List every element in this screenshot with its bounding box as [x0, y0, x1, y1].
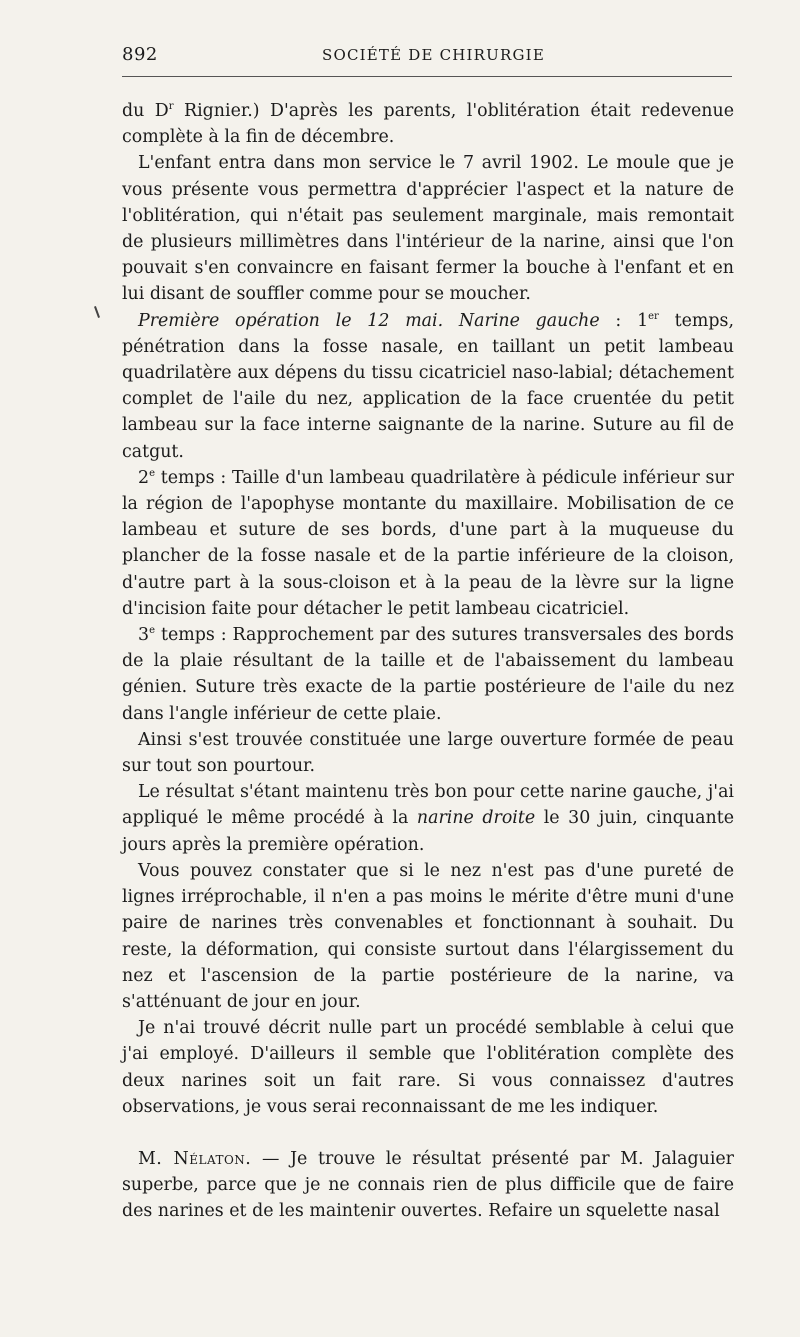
step-1-label: 1er — [637, 310, 659, 331]
paragraph-admission: L'enfant entra dans mon service le 7 avril 1902. Le moule que je vous présente vous permettra d'apprécier l'aspect et la nature de l'oblitération, qui n'était pas seulement marginale, mais remontait de plusieurs millimètres dans l'intérieur de la narine, ainsi que l'on pouvait s'en convaincre en faisant fermer la bouche à l'enfant et en lui disant de souffler comme pour se moucher. — [122, 153, 734, 305]
paragraph-discussion — [122, 1146, 734, 1225]
paragraph-step-3 — [122, 622, 734, 727]
page-header — [122, 44, 732, 68]
step-3-label-suffix: e — [149, 625, 155, 637]
paragraph-step-2 — [122, 465, 734, 622]
right-nostril-italic: narine droite — [416, 808, 536, 829]
page-number: 892 — [122, 44, 158, 65]
first-operation-heading: Première opération le 12 mai. Narine gauche — [138, 310, 600, 331]
step-2-label: 2e — [138, 467, 155, 488]
body-text — [122, 98, 734, 1225]
paragraph-opening: Ainsi s'est trouvée constituée une large ouverture formée de peau sur tout son pourtour. — [122, 729, 734, 777]
paragraph-right-nostril — [122, 779, 734, 858]
running-head: SOCIÉTÉ DE CHIRURGIE — [322, 46, 545, 64]
right-nostril-text-a: Le résultat s'étant maintenu très bon pour cette narine gauche, j'ai appliqué le même procédé à la — [122, 782, 734, 829]
step-1-text: temps, pénétration dans la fosse nasale, en taillant un petit lambeau quadrilatère aux dépens du tissu cicatriciel naso-labial; détachement complet de l'aile du nez, application de la face cruentée du petit lambeau sur la face interne saignante de la narine. Suture au fil de catgut. — [122, 310, 734, 462]
paragraph-continuation: du $D^r$ Rignier.) D'après les parents, l'oblitération était redevenue complète à la fin de décembre. — [122, 101, 734, 148]
margin-mark — [94, 306, 100, 318]
step-1-label-suffix: er — [648, 310, 659, 322]
paragraph-result: Vous pouvez constater que si le nez n'est pas d'une pureté de lignes irréprochable, il n'en a pas moins le mérite d'être muni d'une paire de narines très convenables et fonctionnant à souhait. Du reste, la déformation, qui consiste surtout dans l'élargissement du nez et l'ascension de la partie postérieure de la narine, va s'atténuant de jour en jour. — [122, 860, 734, 1012]
discussion-text: — Je trouve le résultat présenté par M. Jalaguier superbe, parce que je ne connais rien de plus difficile que de faire des narines et de les maintenir ouvertes. Refaire un squelette nasal — [122, 1148, 734, 1222]
step-2-label-suffix: e — [149, 468, 155, 480]
paragraph-conclusion: Je n'ai trouvé décrit nulle part un procédé semblable à celui que j'ai employé. D'ailleurs il semble que l'oblitération complète des deux narines soit un fait rare. Si vous connaissez d'autres observations, je vous serai reconnaissant de me les indiquer. — [122, 1018, 734, 1117]
speaker-name: M. Nélaton. — [138, 1148, 252, 1169]
first-operation-separator: : — [599, 310, 638, 331]
step-3-text: temps : Rapprochement par des sutures transversales des bords de la plaie résultant de la taille et de l'abaissement du lambeau génien. Suture très exacte de la partie postérieure de l'aile du nez dans l'angle inférieur de cette plaie. — [122, 625, 734, 724]
step-3-label: 3e — [138, 625, 155, 646]
doctor-abbrev-suffix: r — [168, 101, 174, 113]
step-2-text: temps : Taille d'un lambeau quadrilatère à pédicule inférieur sur la région de l'apophyse montante du maxillaire. Mobilisation de ce lambeau et suture de ses bords, d'une part à la muqueuse du plancher de la fosse nasale et de la partie inférieure de la cloison, d'autre part à la sous-cloison et à la peau de la lèvre sur la ligne d'incision faite pour détacher le petit lambeau cicatriciel. — [122, 467, 734, 619]
paragraph-first-operation — [122, 308, 734, 465]
right-nostril-text-b: le 30 juin, cinquante jours après la première opération. — [122, 808, 734, 855]
header-rule — [122, 76, 732, 77]
